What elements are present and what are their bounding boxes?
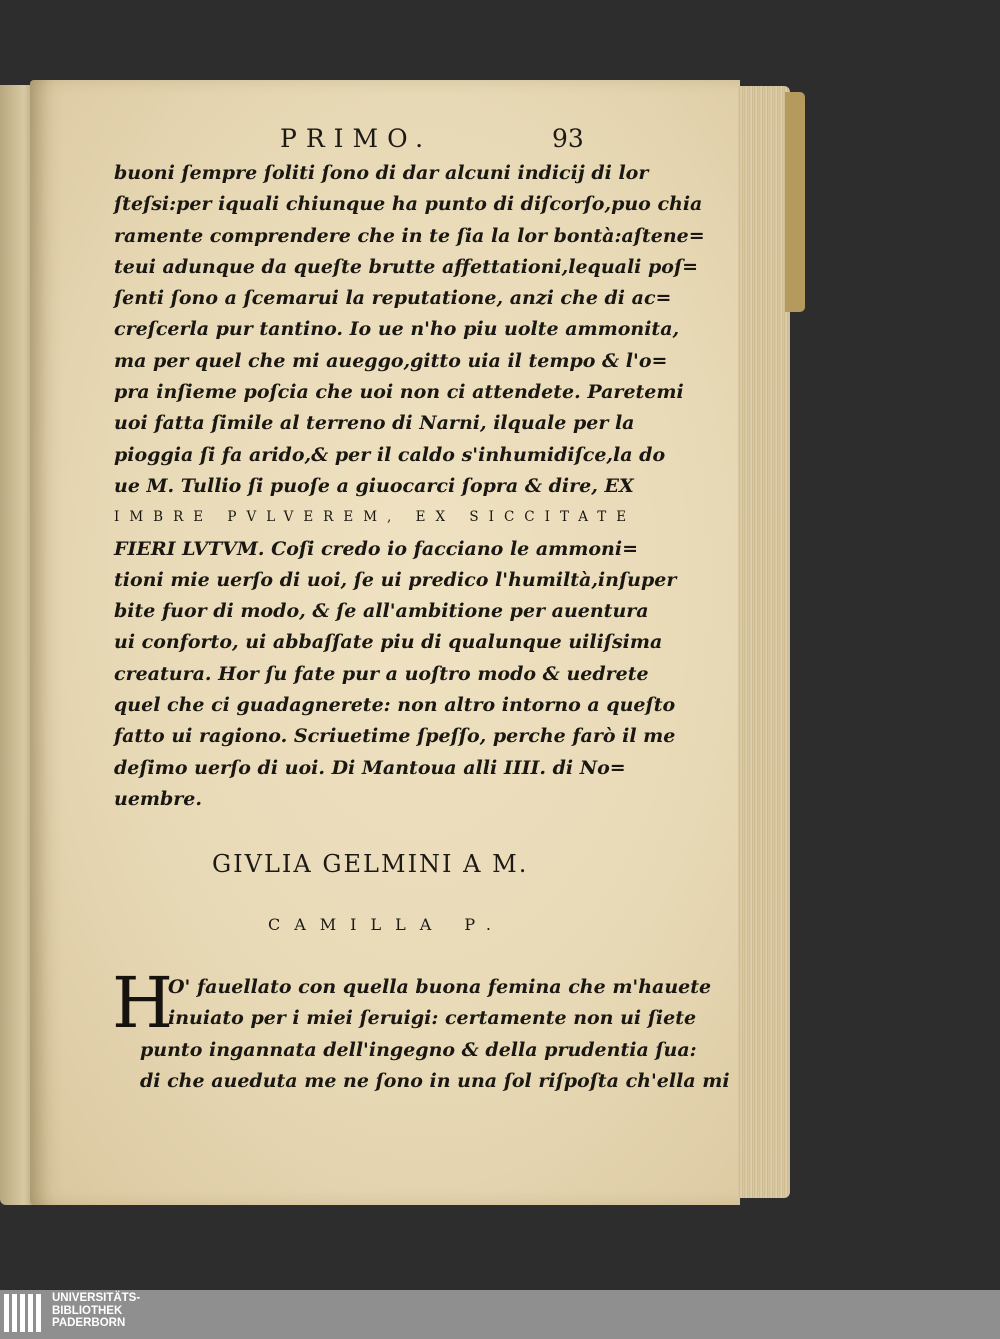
text-line: bite fuor di modo, & ſe all'ambitione per auentura [114, 600, 649, 623]
text-line: tioni mie uerſo di uoi, ſe ui predico l'humiltà,inſuper [114, 568, 677, 591]
library-line: UNIVERSITÄTS- [52, 1292, 141, 1304]
text-line: fatto ui ragiono. Scriuetime ſpeſſo, perche farò il me [114, 725, 676, 748]
library-line: BIBLIOTHEK [52, 1304, 123, 1317]
library-line: PADERBORN [52, 1317, 126, 1329]
library-name [52, 1292, 140, 1330]
letter-body [114, 158, 705, 815]
text-line: ue M. Tullio ſi puoſe a giuocarci ſopra & dire, EX [114, 474, 634, 497]
text-line: uembre. [114, 787, 203, 810]
text-line: ma per quel che mi aueggo,gitto uia il tempo & l'o= [114, 349, 668, 372]
text-line: buoni ſempre ſoliti ſono di dar alcuni indicij di lor [114, 162, 649, 184]
text-line: di che aueduta me ne ſono in una ſol riſpoſta ch'ella mi [140, 1070, 730, 1093]
text-line: uoi fatta ſimile al terreno di Narni, ilquale per la [114, 412, 635, 435]
text-line: punto ingannata dell'ingegno & della prudentia ſua: [140, 1039, 697, 1061]
text-line: ramente comprendere che in te ſia la lor bontà:aſtene= [114, 224, 705, 247]
text-line: teui adunque da queſte brutte affettationi,lequali poſ= [114, 255, 699, 278]
text-line: quel che ci guadagnerete: non altro intorno a queſto [114, 694, 676, 717]
text-line: inuiato per i miei ſeruigi: certamente non ui ſiete [168, 1007, 697, 1030]
library-logo-icon [4, 1294, 46, 1336]
letter-opening [168, 972, 712, 1035]
text-line: ſenti ſono a ſcemarui la reputatione, anzi che di ac= [114, 287, 672, 310]
text-line: creatura. Hor ſu fate pur a uoſtro modo & uedrete [114, 662, 649, 685]
letter-continuation [140, 1035, 730, 1098]
latin-quote-line: IMBRE PVLVEREM, EX SICCITATE [114, 509, 637, 526]
text-line: FIERI LVTVM. Coſi credo io facciano le ammoni= [114, 537, 639, 560]
text-line: ſteſsi:per iquali chiunque ha punto di diſcorſo,puo chia [114, 193, 703, 216]
text-line: deſimo uerſo di uoi. Di Mantoua alli IIII. di No= [114, 756, 626, 779]
library-footer [0, 1290, 1000, 1339]
running-head: PRIMO. [280, 124, 433, 153]
letter-heading-recipient: CAMILLA P. [268, 915, 505, 934]
drop-cap: H [112, 962, 174, 1044]
page-edges [738, 86, 790, 1198]
text-line: pioggia ſi fa arido,& per il caldo s'inhumidiſce,la do [114, 443, 666, 466]
text-line: creſcerla pur tantino. Io ue n'ho piu uolte ammonita, [114, 318, 680, 341]
text-line: pra inſieme poſcia che uoi non ci attendete. Paretemi [114, 381, 684, 404]
letter-heading: GIVLIA GELMINI A M. [212, 850, 529, 878]
text-line: O' fauellato con quella buona femina che m'hauete [168, 976, 712, 998]
text-line: ui conforto, ui abbaſſate piu di qualunque uiliſsima [114, 631, 663, 654]
page-number: 93 [552, 124, 584, 153]
